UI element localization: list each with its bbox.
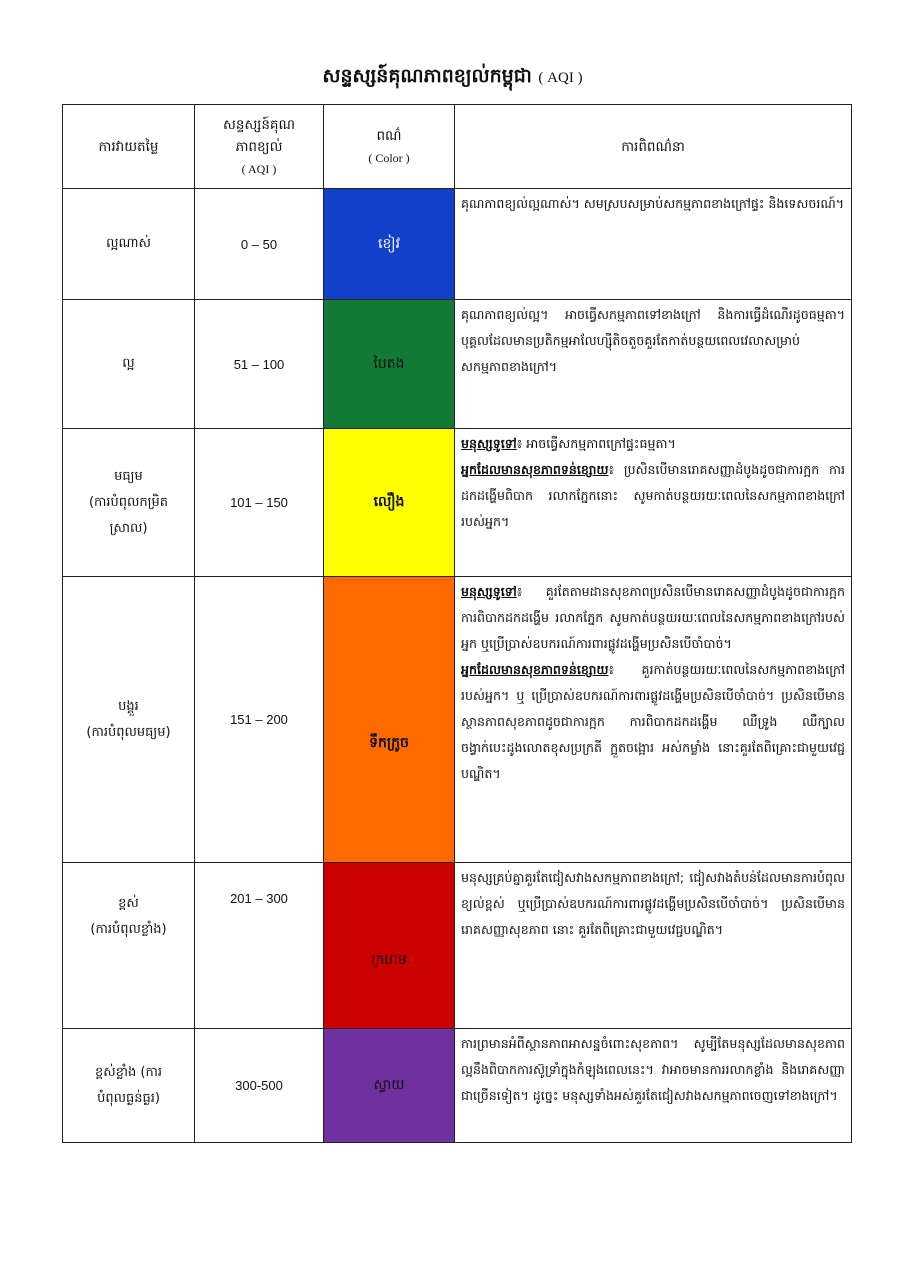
- color-swatch-blue: ខៀវ: [324, 189, 455, 300]
- level-cell: ខ្ពស់ខ្លាំង (ការ បំពុលធ្ងន់ធ្ងរ): [63, 1029, 195, 1143]
- aqi-table: [62, 104, 852, 1143]
- page-title: [0, 64, 905, 92]
- table-row: [63, 577, 852, 863]
- color-swatch-yellow: លឿង: [324, 429, 455, 577]
- description-cell: គុណភាពខ្យល់ល្អណាស់។ សមស្របសម្រាប់សកម្មភាពខាងក្រៅផ្ទះ និងទេសចរណ៍។: [455, 189, 852, 300]
- color-swatch-purple: ស្វាយ: [324, 1029, 455, 1143]
- level-cell: បង្គួរ (ការបំពុលមធ្យម): [63, 577, 195, 863]
- description-cell: មនុស្សទូទៅ៖ អាចធ្វើសកម្មភាពក្រៅផ្ទះធម្មតា។ អ្នកដែលមានសុខភាពទន់ខ្សោយ៖ ប្រសិនបើមានរោគសញ្ញាដំបូងដូចជាការក្អក ការដកដង្ហើមពិបាក រលាកភ្នែកនោះ សូមកាត់បន្ថយរយៈពេលនៃសកម្មភាពខាងក្រៅរបស់អ្នក។: [455, 429, 852, 577]
- header-level: ការវាយតម្លៃ: [63, 105, 195, 189]
- level-cell: ល្អ: [63, 300, 195, 429]
- level-cell: ខ្ពស់ (ការបំពុលខ្លាំង): [63, 863, 195, 1029]
- header-row: [63, 105, 852, 189]
- title-suffix: ( AQI ): [538, 70, 583, 86]
- description-cell: មនុស្សគ្រប់គ្នាគួរតែជៀសវាងសកម្មភាពខាងក្រៅ; ជៀសវាងតំបន់ដែលមានការបំពុលខ្យល់ខ្ពស់ ឬប្រើប្រាស់ឧបករណ៍ការពារផ្លូវដង្ហើមប្រសិនបើចាំបាច់។ ប្រសិនបើមានរោគសញ្ញាសុខភាព នោះ គួរតែពិគ្រោះជាមួយវេជ្ជបណ្ឌិត។: [455, 863, 852, 1029]
- label-sensitive-groups: អ្នកដែលមានសុខភាពទន់ខ្សោយ: [461, 462, 609, 477]
- table-row: [63, 863, 852, 1029]
- table-row: [63, 429, 852, 577]
- color-swatch-green: បៃតង: [324, 300, 455, 429]
- description-cell: ការព្រមានអំពីស្ថានភាពអាសន្នចំពោះសុខភាព។ សូម្បីតែមនុស្សដែលមានសុខភាពល្អនឹងពិបាកការស៊ូទ្រាំក្នុងកំឡុងពេលនេះ។ វាអាចមានការរលាកខ្លាំង និងរោគសញ្ញាជាច្រើនទៀត។ ដូច្នេះ មនុស្សទាំងអស់គួរតែជៀសវាងសកម្មភាពចេញទៅខាងក្រៅ។: [455, 1029, 852, 1143]
- label-general-public: មនុស្សទូទៅ: [461, 584, 517, 599]
- range-cell: 300-500: [195, 1029, 324, 1143]
- header-index: សន្ទស្សន៍គុណ ភាពខ្យល់ ( AQI ): [195, 105, 324, 189]
- description-cell: មនុស្សទូទៅ៖ គួរតែតាមដានសុខភាពប្រសិនបើមានរោគសញ្ញាដំបូងដូចជាការក្អក ការពិបាកដកដង្ហើម រលាកភ្នែក សូមកាត់បន្ថយរយៈពេលនៃសកម្មភាពខាងក្រៅរបស់អ្នក ឬប្រើប្រាស់ឧបករណ៍ការពារផ្លូវដង្ហើមប្រសិនបើចាំបាច់។ អ្នកដែលមានសុខភាពទន់ខ្សោយ៖ គួរកាត់បន្ថយរយៈពេលនៃសកម្មភាពខាងក្រៅរបស់អ្នក។ ឬ ប្រើប្រាស់ឧបករណ៍ការពារផ្លូវដង្ហើមប្រសិនបើចាំបាច់។ ប្រសិនបើមានស្ថានភាពសុខភាពដូចជាការក្អក ការពិបាកដកដង្ហើម ឈឺទ្រូង ឈឺក្បាល ចង្វាក់បេះដូងលោតខុសប្រក្រតី ក្អួតចង្អោរ អស់កម្លាំង នោះគួរតែពិគ្រោះជាមួយវេជ្ជបណ្ឌិត។: [455, 577, 852, 863]
- description-cell: គុណភាពខ្យល់ល្អ។ អាចធ្វើសកម្មភាពទៅខាងក្រៅ និងការធ្វើដំណើរដូចធម្មតា។ បុគ្គលដែលមានប្រតិកម្មអាលែហ្ស៊ីតិចតួចគួរតែកាត់បន្ថយពេលវេលាសម្រាប់សកម្មភាពខាងក្រៅ។: [455, 300, 852, 429]
- range-cell: 51 – 100: [195, 300, 324, 429]
- label-general-public: មនុស្សទូទៅ: [461, 436, 517, 451]
- range-cell: 201 – 300: [195, 863, 324, 1029]
- level-cell: ល្អណាស់: [63, 189, 195, 300]
- level-cell: មធ្យម (ការបំពុលកម្រិត ស្រាល): [63, 429, 195, 577]
- header-description: ការពិពណ៌នា: [455, 105, 852, 189]
- table-row: [63, 1029, 852, 1143]
- range-cell: 151 – 200: [195, 577, 324, 863]
- title-text: សន្ទស្សន៍គុណភាពខ្យល់កម្ពុជា: [322, 65, 532, 87]
- label-sensitive-groups: អ្នកដែលមានសុខភាពទន់ខ្សោយ: [461, 662, 609, 677]
- color-swatch-orange: ទឹកក្រូច: [324, 577, 455, 863]
- table-row: [63, 300, 852, 429]
- range-cell: 0 – 50: [195, 189, 324, 300]
- color-swatch-red: ក្រហម: [324, 863, 455, 1029]
- range-cell: 101 – 150: [195, 429, 324, 577]
- header-color: ពណ៌ ( Color ): [324, 105, 455, 189]
- table-row: [63, 189, 852, 300]
